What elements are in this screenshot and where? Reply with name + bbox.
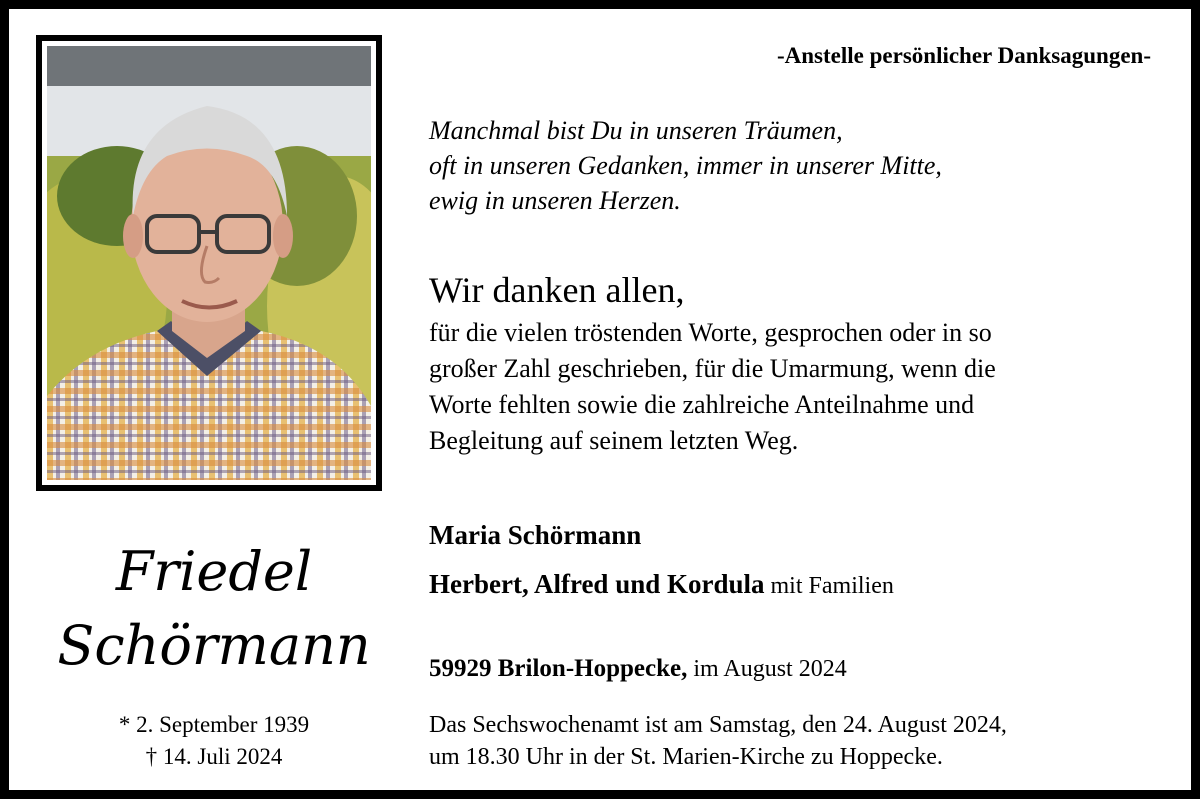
- place-month: im August 2024: [687, 656, 847, 682]
- family-children: [429, 569, 894, 600]
- mass-line: um 18.30 Uhr in der St. Marien-Kirche zu Hoppecke.: [429, 744, 943, 770]
- thanks-text: [429, 315, 1169, 459]
- life-dates: [49, 709, 379, 773]
- thanks-line: Worte fehlten sowie die zahlreiche Anteilnahme und: [429, 390, 975, 419]
- deceased-last-name: Schörmann: [57, 614, 371, 677]
- deceased-name: [49, 535, 379, 683]
- place-name: 59929 Brilon-Hoppecke,: [429, 655, 688, 682]
- mass-notice: [429, 709, 1189, 773]
- heading: -Anstelle persönlicher Danksagungen-: [777, 43, 1151, 68]
- poem-line: oft in unseren Gedanken, immer in unserer Mitte,: [429, 151, 942, 180]
- death-date: † 14. Juli 2024: [145, 744, 283, 769]
- family-children-names: Herbert, Alfred und Kordula: [429, 569, 765, 599]
- thanks-title: Wir danken allen,: [429, 270, 685, 310]
- deceased-first-name: Friedel: [115, 540, 313, 603]
- place-date: [429, 655, 847, 683]
- birth-date: * 2. September 1939: [118, 712, 310, 737]
- mass-line: Das Sechswochenamt ist am Samstag, den 24. August 2024,: [429, 712, 1007, 738]
- poem-line: ewig in unseren Herzen.: [429, 186, 681, 215]
- thanks-line: für die vielen tröstenden Worte, gesprochen oder in so: [429, 318, 992, 347]
- thanks-line: Begleitung auf seinem letzten Weg.: [429, 426, 799, 455]
- thanks-line: großer Zahl geschrieben, für die Umarmung, wenn die: [429, 354, 996, 383]
- poem-line: Manchmal bist Du in unseren Träumen,: [429, 116, 843, 145]
- family-children-suffix: mit Familien: [764, 573, 894, 599]
- family-spouse: Maria Schörmann: [429, 520, 642, 550]
- poem: [429, 113, 1169, 218]
- portrait-image: [47, 46, 371, 480]
- portrait-photo: [36, 35, 382, 491]
